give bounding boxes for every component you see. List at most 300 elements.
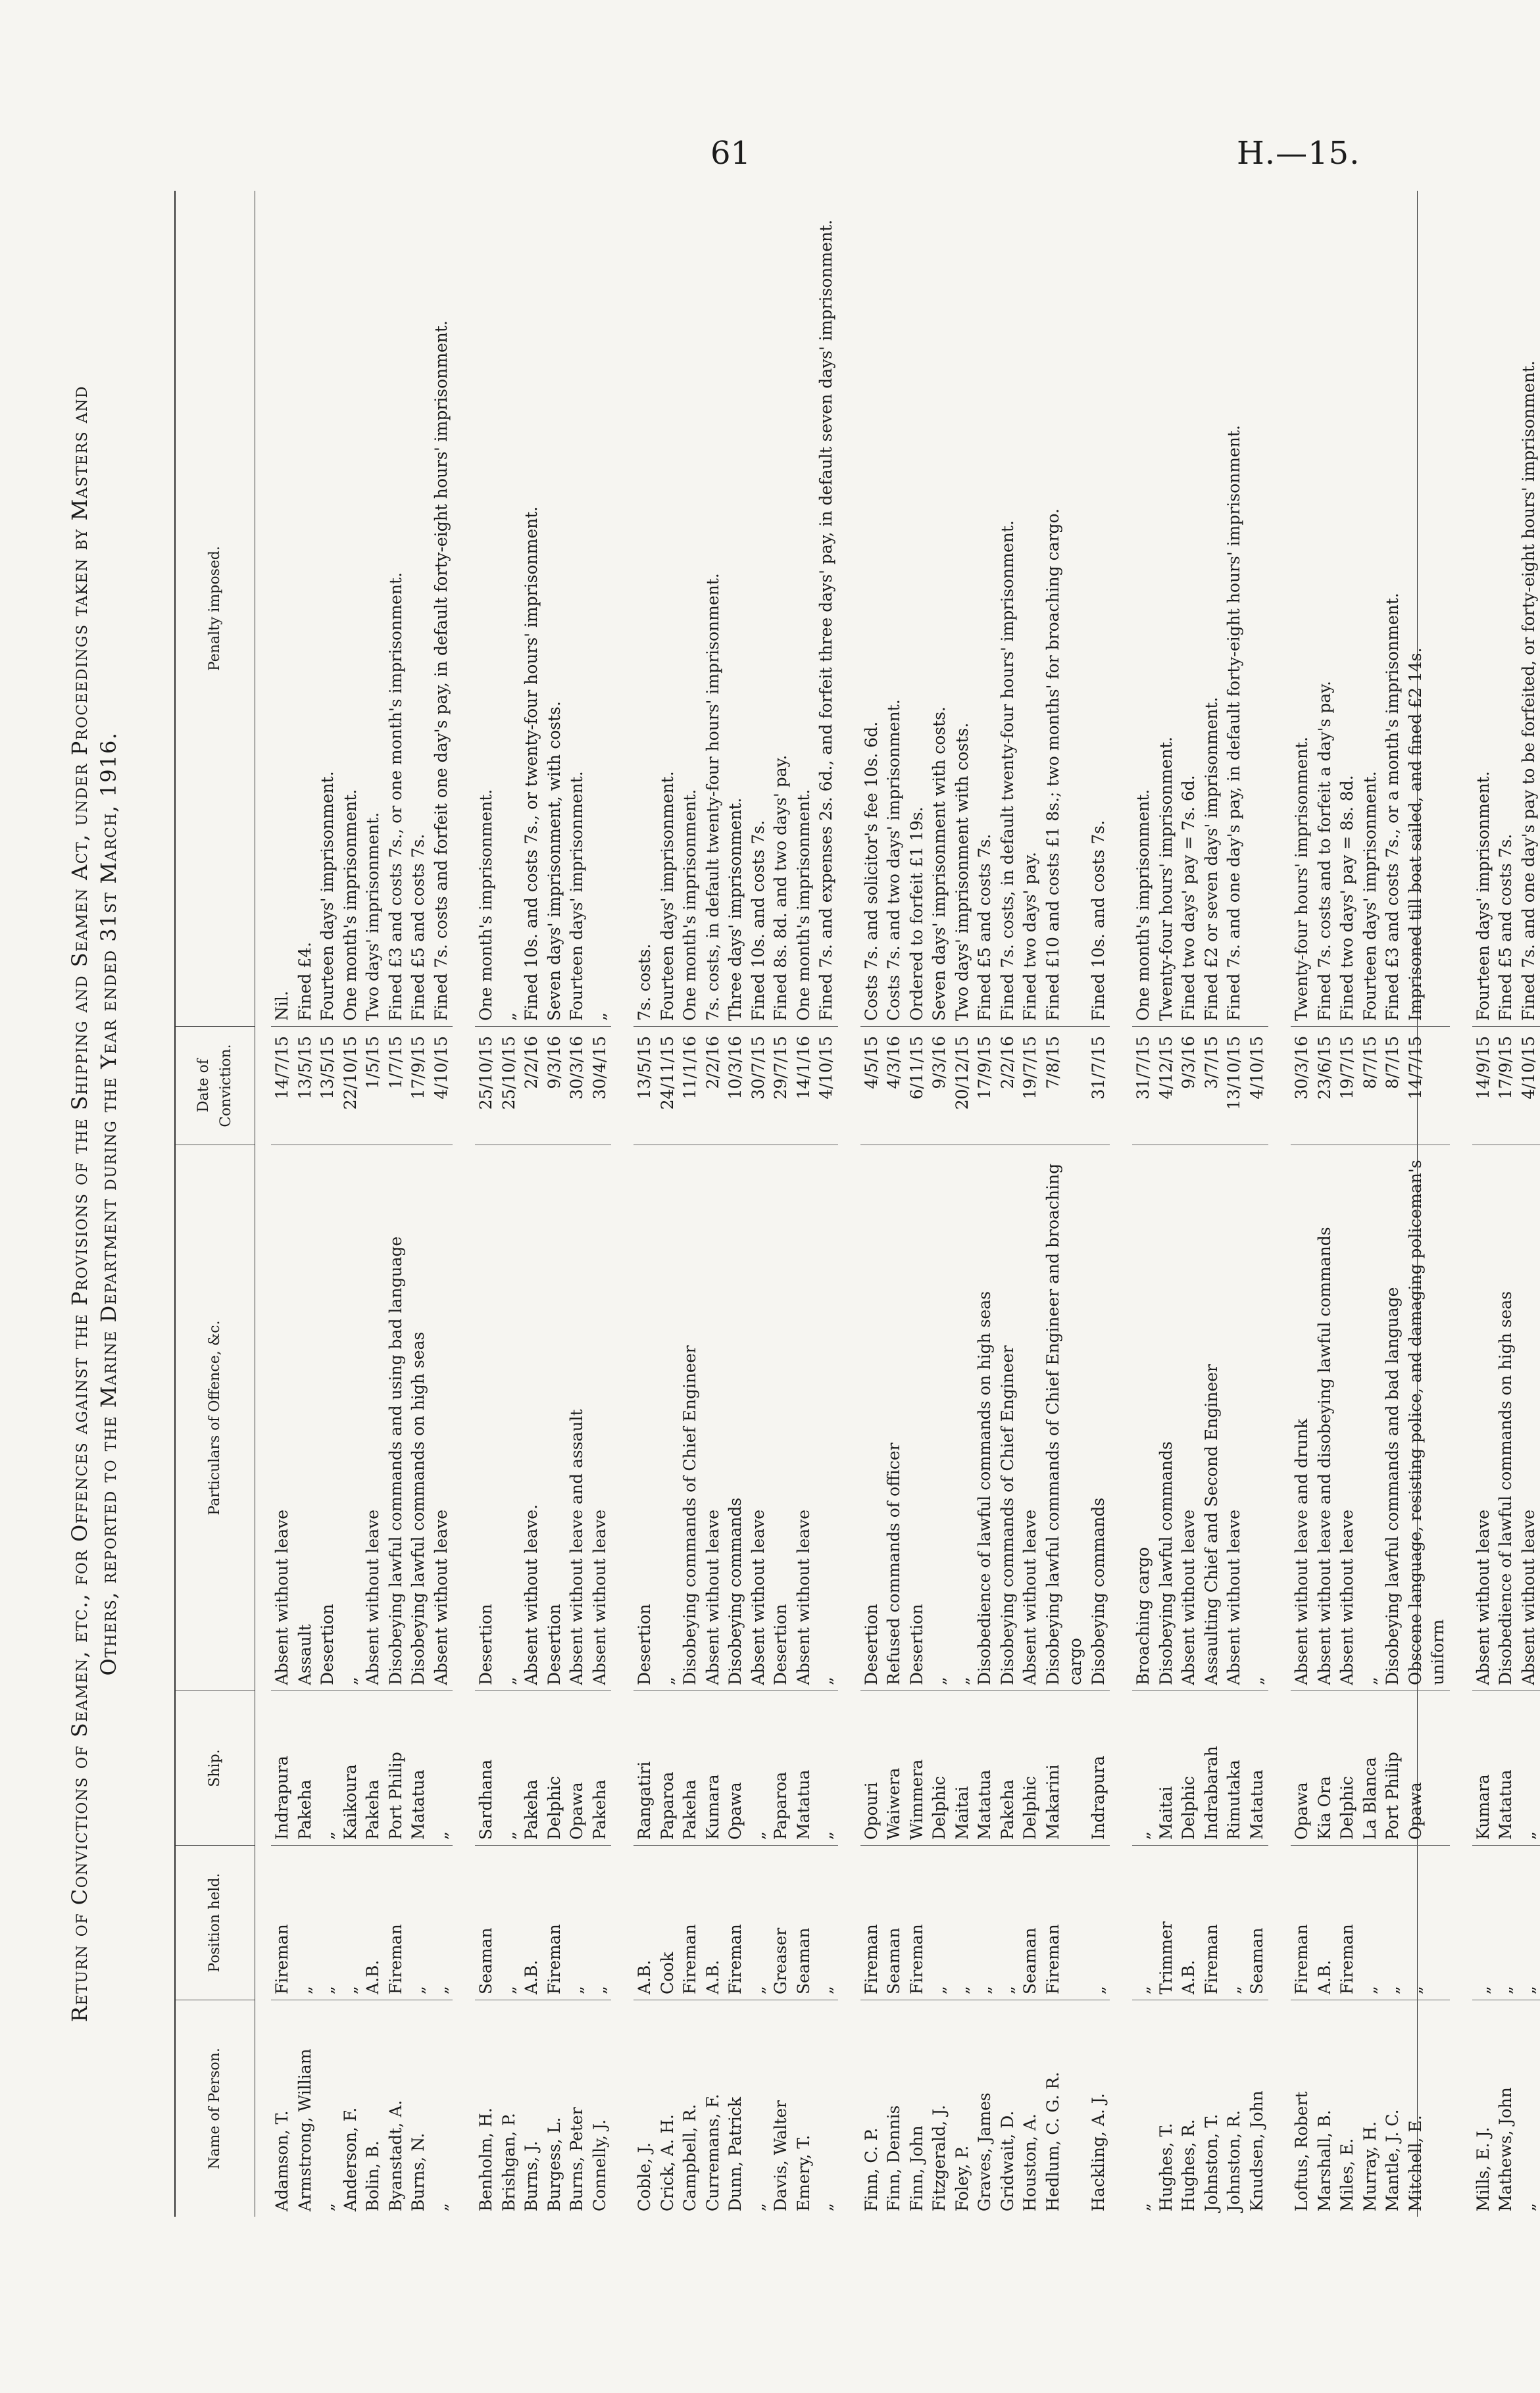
table-row bbox=[475, 191, 498, 2217]
table-row bbox=[1381, 191, 1404, 2217]
cell-position: „ bbox=[1518, 1845, 1540, 2000]
cell-date: 19/7/15 bbox=[1019, 1026, 1042, 1145]
cell-date: 4/10/15 bbox=[1246, 1026, 1269, 1145]
cell-penalty: One month's imprisonment. bbox=[793, 789, 813, 1021]
cell-penalty: Fourteen days' imprisonment. bbox=[657, 771, 677, 1021]
cell-offence: Desertion bbox=[475, 1145, 498, 1690]
cell-ship: Matatua bbox=[1495, 1690, 1518, 1845]
cell-position: „ bbox=[997, 1845, 1020, 2000]
cell-offence: Absent without leave. bbox=[520, 1145, 543, 1690]
cell-position: „ bbox=[1359, 1845, 1382, 2000]
table-row bbox=[1087, 191, 1110, 2217]
table-row bbox=[793, 191, 816, 2217]
cell-date: 14/7/15 bbox=[1404, 1026, 1450, 1145]
cell-position: A.B. bbox=[1178, 1845, 1201, 2000]
cell-name: Benholm, H. bbox=[475, 2000, 498, 2217]
cell-penalty: One month's imprisonment. bbox=[476, 789, 495, 1021]
cell-position: „ bbox=[1132, 1845, 1155, 2000]
header-penalty: Penalty imposed. bbox=[206, 545, 223, 672]
cell-date: 14/9/15 bbox=[1472, 1026, 1495, 1145]
cell-date: 9/3/16 bbox=[928, 1026, 951, 1145]
cell-ship: Kumara bbox=[1472, 1690, 1495, 1845]
cell-offence: Absent without leave bbox=[747, 1145, 770, 1690]
cell-position: Seaman bbox=[475, 1845, 498, 2000]
cell-position: „ bbox=[566, 1845, 589, 2000]
table-row bbox=[407, 191, 430, 2217]
cell-date: 31/7/15 bbox=[1087, 1026, 1110, 1145]
cell-penalty: Ordered to forfeit £1 19s. bbox=[907, 806, 926, 1021]
cell-ship: Delphic bbox=[1019, 1690, 1042, 1845]
table-row bbox=[271, 191, 294, 2217]
table-row bbox=[770, 191, 793, 2217]
table-row bbox=[702, 191, 725, 2217]
cell-position: „ bbox=[951, 1845, 974, 2000]
cell-name: Johnston, R. bbox=[1223, 2000, 1246, 2217]
cell-name: Coble, J. bbox=[633, 2000, 657, 2217]
table-row bbox=[316, 191, 339, 2217]
cell-position: Trimmer bbox=[1155, 1845, 1178, 2000]
cell-offence: „ bbox=[928, 1145, 951, 1690]
cell-position: Seaman bbox=[883, 1845, 906, 2000]
cell-penalty: Fined £4. bbox=[295, 942, 314, 1021]
cell-ship: „ bbox=[498, 1690, 521, 1845]
cell-ship: Matatua bbox=[974, 1690, 997, 1845]
cell-offence: Absent without leave and assault bbox=[566, 1145, 589, 1690]
table-row bbox=[1178, 191, 1201, 2217]
cell-name: Anderson, F. bbox=[339, 2000, 362, 2217]
cell-ship: Port Philip bbox=[385, 1690, 408, 1845]
cell-offence: Disobeying commands bbox=[1087, 1145, 1110, 1690]
cell-position: „ bbox=[815, 1845, 838, 2000]
cell-name: Fitzgerald, J. bbox=[928, 2000, 951, 2217]
cell-position: Seaman bbox=[793, 1845, 816, 2000]
cell-name: Curremans, F. bbox=[702, 2000, 725, 2217]
cell-name: Armstrong, William bbox=[294, 2000, 317, 2217]
cell-date: 4/12/15 bbox=[1155, 1026, 1178, 1145]
cell-name: Miles, E. bbox=[1336, 2000, 1359, 2217]
cell-ship: Delphic bbox=[1178, 1690, 1201, 1845]
cell-ship: Delphic bbox=[543, 1690, 566, 1845]
cell-name: Graves, James bbox=[974, 2000, 997, 2217]
cell-penalty: Fined 10s. and costs 7s., or twenty-four hours' imprisonment. bbox=[522, 506, 541, 1021]
table-row bbox=[928, 191, 951, 2217]
cell-name: Loftus, Robert bbox=[1291, 2000, 1314, 2217]
cell-ship: Paparoa bbox=[657, 1690, 680, 1845]
cell-penalty: Fourteen days' imprisonment. bbox=[1473, 771, 1493, 1021]
cell-offence: „ bbox=[498, 1145, 521, 1690]
cell-date: 13/5/15 bbox=[316, 1026, 339, 1145]
cell-offence: Disobeying lawful commands bbox=[1155, 1145, 1178, 1690]
cell-ship: Delphic bbox=[1336, 1690, 1359, 1845]
cell-offence: Desertion bbox=[543, 1145, 566, 1690]
cell-position: „ bbox=[928, 1845, 951, 2000]
cell-date: 30/3/16 bbox=[566, 1026, 589, 1145]
cell-offence: Disobeying lawful commands and using bad language bbox=[385, 1145, 408, 1690]
table-row bbox=[747, 191, 770, 2217]
cell-ship: Opawa bbox=[1291, 1690, 1314, 1845]
cell-ship: Port Philip bbox=[1381, 1690, 1404, 1845]
table-row bbox=[1404, 191, 1450, 2217]
cell-name: Finn, Dennis bbox=[883, 2000, 906, 2217]
table-row bbox=[1359, 191, 1382, 2217]
header-offence: Particulars of Offence, &c. bbox=[176, 1145, 255, 1690]
cell-offence: Disobeying lawful commands on high seas bbox=[407, 1145, 430, 1690]
rotated-content bbox=[62, 191, 1538, 2217]
cell-offence: Absent without leave bbox=[589, 1145, 612, 1690]
cell-penalty: Fined 7s. costs, in default twenty-four hours' imprisonment. bbox=[997, 520, 1017, 1021]
cell-position: Greaser bbox=[770, 1845, 793, 2000]
cell-date: 25/10/15 bbox=[498, 1026, 521, 1145]
cell-date: 4/10/15 bbox=[815, 1026, 838, 1145]
cell-position: A.B. bbox=[520, 1845, 543, 2000]
cell-penalty: Two days' imprisonment with costs. bbox=[952, 722, 972, 1021]
cell-name: Crick, A. H. bbox=[657, 2000, 680, 2217]
header-date: Date of Conviction. bbox=[176, 1026, 255, 1145]
document-title bbox=[62, 191, 164, 2217]
table-row bbox=[430, 191, 453, 2217]
cell-offence: Absent without leave bbox=[430, 1145, 453, 1690]
table-row bbox=[1472, 191, 1495, 2217]
cell-date: 11/1/16 bbox=[679, 1026, 702, 1145]
cell-position: „ bbox=[747, 1845, 770, 2000]
cell-date: 8/7/15 bbox=[1381, 1026, 1404, 1145]
cell-name: Hughes, R. bbox=[1178, 2000, 1201, 2217]
cell-penalty: One month's imprisonment. bbox=[1133, 789, 1153, 1021]
cell-penalty: Costs 7s. and two days' imprisonment. bbox=[884, 699, 903, 1021]
cell-offence: Absent without leave and drunk bbox=[1291, 1145, 1314, 1690]
cell-name: Mills, E. J. bbox=[1472, 2000, 1495, 2217]
cell-offence: Desertion bbox=[633, 1145, 657, 1690]
cell-date: 25/10/15 bbox=[475, 1026, 498, 1145]
cell-offence: Obscene language, resisting police, and damaging policeman's uniform bbox=[1404, 1145, 1450, 1690]
cell-name: Dunn, Patrick bbox=[724, 2000, 747, 2217]
cell-ship: Matatua bbox=[1246, 1690, 1269, 1845]
cell-position: Fireman bbox=[1201, 1845, 1224, 2000]
cell-offence: Absent without leave bbox=[1336, 1145, 1359, 1690]
cell-position: Fireman bbox=[724, 1845, 747, 2000]
table-row bbox=[906, 191, 929, 2217]
cell-ship: Pakeha bbox=[589, 1690, 612, 1845]
cell-penalty: „ bbox=[589, 1012, 609, 1021]
cell-date: 4/10/15 bbox=[430, 1026, 453, 1145]
table-row bbox=[1201, 191, 1224, 2217]
cell-penalty: Fined £3 and costs 7s., or a month's imprisonment. bbox=[1383, 593, 1402, 1021]
table-row bbox=[543, 191, 566, 2217]
table-row bbox=[951, 191, 974, 2217]
header-name: Name of Person. bbox=[176, 2000, 255, 2217]
cell-offence: Assault bbox=[294, 1145, 317, 1690]
cell-penalty bbox=[1246, 191, 1269, 1026]
cell-date: 9/3/16 bbox=[543, 1026, 566, 1145]
cell-penalty: Seven days' imprisonment, with costs. bbox=[544, 701, 564, 1021]
cell-penalty: Fined £10 and costs £1 8s.; two months' for broaching cargo. bbox=[1043, 508, 1062, 1021]
cell-name: Hackling, A. J. bbox=[1087, 2000, 1110, 2217]
cell-offence: Absent without leave bbox=[1019, 1145, 1042, 1690]
table-row bbox=[815, 191, 838, 2217]
cell-name: Finn, C. P. bbox=[860, 2000, 883, 2217]
cell-ship: „ bbox=[430, 1690, 453, 1845]
cell-offence: „ bbox=[339, 1145, 362, 1690]
table-row bbox=[520, 191, 543, 2217]
cell-penalty: Two days' imprisonment. bbox=[363, 812, 382, 1021]
cell-date: 2/2/16 bbox=[997, 1026, 1020, 1145]
cell-offence: Absent without leave and disobeying lawful commands bbox=[1314, 1145, 1337, 1690]
cell-name: Hedlum, C. G. R. bbox=[1042, 2000, 1087, 2217]
cell-penalty: Nil. bbox=[272, 991, 291, 1021]
cell-date: 13/5/15 bbox=[633, 1026, 657, 1145]
cell-name: Finn, John bbox=[906, 2000, 929, 2217]
cell-penalty: Fined two days' pay = 7s. 6d. bbox=[1179, 775, 1198, 1021]
cell-position: Fireman bbox=[1042, 1845, 1087, 2000]
table-row bbox=[498, 191, 521, 2217]
cell-penalty: Fourteen days' imprisonment. bbox=[567, 771, 586, 1021]
cell-penalty: Fined 7s. and expenses 2s. 6d., and forfeit three days' pay, in default seven days' imprisonment. bbox=[816, 219, 835, 1021]
cell-name: Mantle, J. C. bbox=[1381, 2000, 1404, 2217]
cell-ship: Opawa bbox=[724, 1690, 747, 1845]
cell-name: Davis, Walter bbox=[770, 2000, 793, 2217]
cell-ship: „ bbox=[1132, 1690, 1155, 1845]
table-row bbox=[724, 191, 747, 2217]
cell-offence: Disobeying lawful commands of Chief Engineer and broaching cargo bbox=[1042, 1145, 1087, 1690]
table-row bbox=[883, 191, 906, 2217]
table-row bbox=[1042, 191, 1087, 2217]
cell-name: Campbell, R. bbox=[679, 2000, 702, 2217]
cell-penalty: One month's imprisonment. bbox=[680, 789, 699, 1021]
cell-name: „ bbox=[1132, 2000, 1155, 2217]
cell-date: 13/10/15 bbox=[1223, 1026, 1246, 1145]
cell-position: „ bbox=[339, 1845, 362, 2000]
cell-name: Johnston, T. bbox=[1201, 2000, 1224, 2217]
cell-offence: Absent without leave bbox=[271, 1145, 294, 1690]
cell-date: 20/12/15 bbox=[951, 1026, 974, 1145]
cell-penalty: Fourteen days' imprisonment. bbox=[1360, 771, 1379, 1021]
cell-name: Byanstadt, A. bbox=[385, 2000, 408, 2217]
cell-date: 17/9/15 bbox=[1495, 1026, 1518, 1145]
cell-position: A.B. bbox=[1314, 1845, 1337, 2000]
cell-date: 7/8/15 bbox=[1042, 1026, 1087, 1145]
cell-position: A.B. bbox=[702, 1845, 725, 2000]
cell-offence: Desertion bbox=[316, 1145, 339, 1690]
cell-penalty: Fined £2 or seven days' imprisonment. bbox=[1201, 697, 1221, 1021]
cell-penalty: Fined 7s. costs and forfeit one day's pay, in default forty-eight hours' imprisonment. bbox=[431, 320, 451, 1021]
cell-offence: Broaching cargo bbox=[1132, 1145, 1155, 1690]
cell-ship: Matatua bbox=[793, 1690, 816, 1845]
cell-date: 19/7/15 bbox=[1336, 1026, 1359, 1145]
cell-name: Connelly, J. bbox=[589, 2000, 612, 2217]
cell-ship: Pakeha bbox=[520, 1690, 543, 1845]
cell-ship: Kumara bbox=[702, 1690, 725, 1845]
cell-position: Cook bbox=[657, 1845, 680, 2000]
cell-name: Hughes, T. bbox=[1155, 2000, 1178, 2217]
table-row bbox=[1495, 191, 1518, 2217]
cell-ship: „ bbox=[1518, 1690, 1540, 1845]
cell-name: Knudsen, John bbox=[1246, 2000, 1269, 2217]
cell-date: 14/7/15 bbox=[271, 1026, 294, 1145]
cell-date: 30/7/15 bbox=[747, 1026, 770, 1145]
cell-name: Mathews, John bbox=[1495, 2000, 1518, 2217]
cell-position: „ bbox=[430, 1845, 453, 2000]
cell-name: Bolin, B. bbox=[362, 2000, 385, 2217]
header-ship: Ship. bbox=[176, 1690, 255, 1845]
cell-offence: Disobeying commands of Chief Engineer bbox=[997, 1145, 1020, 1690]
cell-ship: Pakeha bbox=[362, 1690, 385, 1845]
cell-offence: Assaulting Chief and Second Engineer bbox=[1201, 1145, 1224, 1690]
cell-offence: Absent without leave bbox=[793, 1145, 816, 1690]
cell-offence: „ bbox=[1359, 1145, 1382, 1690]
cell-name: Emery, T. bbox=[793, 2000, 816, 2217]
cell-name: Houston, A. bbox=[1019, 2000, 1042, 2217]
cell-date: 17/9/15 bbox=[407, 1026, 430, 1145]
cell-offence: Disobeying commands of Chief Engineer bbox=[679, 1145, 702, 1690]
cell-date: 3/7/15 bbox=[1201, 1026, 1224, 1145]
table-row bbox=[974, 191, 997, 2217]
cell-position: Fireman bbox=[385, 1845, 408, 2000]
cell-penalty: Imprisoned till boat sailed, and fined £2 14s. bbox=[1405, 647, 1425, 1021]
cell-name: Murray, H. bbox=[1359, 2000, 1382, 2217]
cell-position: „ bbox=[316, 1845, 339, 2000]
cell-ship: Opawa bbox=[566, 1690, 589, 1845]
cell-penalty: Fined £5 and costs 7s. bbox=[409, 833, 428, 1021]
cell-position: A.B. bbox=[362, 1845, 385, 2000]
cell-name: „ bbox=[1518, 2000, 1540, 2217]
cell-ship: Makarini bbox=[1042, 1690, 1087, 1845]
cell-position: Fireman bbox=[906, 1845, 929, 2000]
cell-name: Adamson, T. bbox=[271, 2000, 294, 2217]
cell-date: 2/2/16 bbox=[702, 1026, 725, 1145]
cell-ship: Indrapura bbox=[271, 1690, 294, 1845]
cell-offence: Absent without leave bbox=[1518, 1145, 1540, 1690]
cell-penalty: 7s. costs, in default twenty-four hours' imprisonment. bbox=[703, 573, 722, 1021]
cell-offence: Disobeying lawful commands and bad language bbox=[1381, 1145, 1404, 1690]
cell-ship: „ bbox=[316, 1690, 339, 1845]
table-row bbox=[657, 191, 680, 2217]
cell-date: 17/9/15 bbox=[974, 1026, 997, 1145]
cell-position: „ bbox=[1472, 1845, 1495, 2000]
table-row bbox=[566, 191, 589, 2217]
cell-date: 1/5/15 bbox=[362, 1026, 385, 1145]
cell-penalty: Fined £3 and costs 7s., or one month's imprisonment. bbox=[385, 572, 405, 1021]
cell-date: 8/7/15 bbox=[1359, 1026, 1382, 1145]
cell-position: Fireman bbox=[860, 1845, 883, 2000]
cell-name: Burgess, L. bbox=[543, 2000, 566, 2217]
cell-position: „ bbox=[589, 1845, 612, 2000]
cell-offence: Desertion bbox=[860, 1145, 883, 1690]
table-row bbox=[860, 191, 883, 2217]
cell-date: 1/7/15 bbox=[385, 1026, 408, 1145]
cell-penalty: Fourteen days' imprisonment. bbox=[318, 771, 337, 1021]
cell-name: Burns, N. bbox=[407, 2000, 430, 2217]
cell-ship: Kia Ora bbox=[1314, 1690, 1337, 1845]
cell-ship: Opawa bbox=[1404, 1690, 1450, 1845]
cell-penalty: Twenty-four hours' imprisonment. bbox=[1156, 736, 1176, 1021]
cell-date: 29/7/15 bbox=[770, 1026, 793, 1145]
table-row bbox=[1314, 191, 1337, 2217]
cell-date: 24/11/15 bbox=[657, 1026, 680, 1145]
cell-name: Burns, J. bbox=[520, 2000, 543, 2217]
cell-offence: „ bbox=[815, 1145, 838, 1690]
cell-name: Gridwait, D. bbox=[997, 2000, 1020, 2217]
cell-ship: Rimutaka bbox=[1223, 1690, 1246, 1845]
cell-ship: La Blanca bbox=[1359, 1690, 1382, 1845]
cell-date: 10/3/16 bbox=[724, 1026, 747, 1145]
cell-date: 13/5/15 bbox=[294, 1026, 317, 1145]
table-header bbox=[176, 191, 255, 2217]
table-row bbox=[1336, 191, 1359, 2217]
cell-name: Foley, P. bbox=[951, 2000, 974, 2217]
cell-offence: Absent without leave bbox=[1472, 1145, 1495, 1690]
table-row bbox=[1291, 191, 1314, 2217]
table-row bbox=[679, 191, 702, 2217]
cell-ship: Pakeha bbox=[294, 1690, 317, 1845]
cell-name: Mitchell, E. bbox=[1404, 2000, 1450, 2217]
cell-position: „ bbox=[1223, 1845, 1246, 2000]
table-row bbox=[1246, 191, 1269, 2217]
cell-date: 23/6/15 bbox=[1314, 1026, 1337, 1145]
cell-name: Burns, Peter bbox=[566, 2000, 589, 2217]
cell-offence: Absent without leave bbox=[702, 1145, 725, 1690]
cell-penalty: „ bbox=[499, 1012, 518, 1021]
cell-name: Brishgan, P. bbox=[498, 2000, 521, 2217]
cell-ship: Maitai bbox=[1155, 1690, 1178, 1845]
cell-position: „ bbox=[1495, 1845, 1518, 2000]
cell-name: „ bbox=[316, 2000, 339, 2217]
cell-position: Fireman bbox=[679, 1845, 702, 2000]
cell-ship: Delphic bbox=[928, 1690, 951, 1845]
cell-ship: Indrabarah bbox=[1201, 1690, 1224, 1845]
page-number: 61 bbox=[710, 135, 751, 172]
cell-date: 31/7/15 bbox=[1132, 1026, 1155, 1145]
cell-ship: Wimmera bbox=[906, 1690, 929, 1845]
cell-position: „ bbox=[1404, 1845, 1450, 2000]
cell-position: „ bbox=[498, 1845, 521, 2000]
convictions-table bbox=[174, 191, 1538, 2217]
cell-ship: Opouri bbox=[860, 1690, 883, 1845]
cell-position: A.B. bbox=[633, 1845, 657, 2000]
cell-penalty: Fined £5 and costs 7s. bbox=[1496, 833, 1515, 1021]
cell-offence: Absent without leave bbox=[362, 1145, 385, 1690]
cell-name: Marshall, B. bbox=[1314, 2000, 1337, 2217]
cell-position: „ bbox=[1381, 1845, 1404, 2000]
cell-penalty: Fined 10s. and costs 7s. bbox=[1088, 820, 1108, 1021]
cell-position: „ bbox=[1087, 1845, 1110, 2000]
table-row bbox=[1223, 191, 1246, 2217]
cell-date: 14/1/16 bbox=[793, 1026, 816, 1145]
cell-offence: Absent without leave bbox=[1223, 1145, 1246, 1690]
cell-ship: Pakeha bbox=[679, 1690, 702, 1845]
table-row bbox=[633, 191, 657, 2217]
cell-ship: „ bbox=[747, 1690, 770, 1845]
cell-position: Fireman bbox=[543, 1845, 566, 2000]
cell-ship: „ bbox=[815, 1690, 838, 1845]
cell-ship: Matatua bbox=[407, 1690, 430, 1845]
cell-penalty: Fined 10s. and costs 7s. bbox=[748, 820, 768, 1021]
cell-offence: Refused commands of officer bbox=[883, 1145, 906, 1690]
cell-offence: „ bbox=[951, 1145, 974, 1690]
cell-date: 4/3/16 bbox=[883, 1026, 906, 1145]
cell-penalty: Costs 7s. and solicitor's fee 10s. 6d. bbox=[861, 721, 881, 1021]
cell-offence: Disobedience of lawful commands on high seas bbox=[1495, 1145, 1518, 1690]
cell-offence: „ bbox=[1246, 1145, 1269, 1690]
cell-offence: Desertion bbox=[770, 1145, 793, 1690]
table-row bbox=[997, 191, 1020, 2217]
cell-name: „ bbox=[815, 2000, 838, 2217]
cell-offence: Disobedience of lawful commands on high seas bbox=[974, 1145, 997, 1690]
cell-position: Fireman bbox=[271, 1845, 294, 2000]
cell-position: Fireman bbox=[1336, 1845, 1359, 2000]
cell-position: „ bbox=[974, 1845, 997, 2000]
table-row bbox=[1019, 191, 1042, 2217]
cell-name: „ bbox=[430, 2000, 453, 2217]
